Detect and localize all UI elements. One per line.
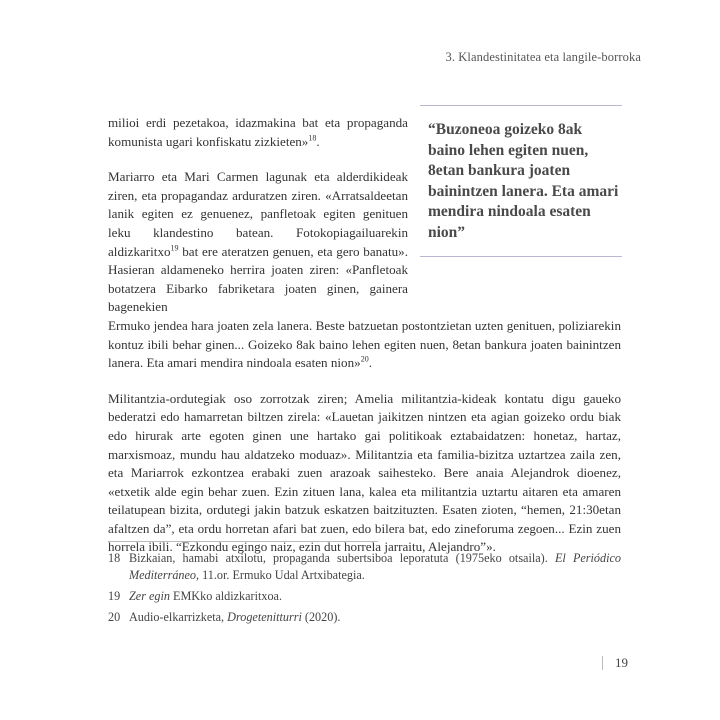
footnote-text-pre: Audio-elkarrizketa, [129,610,228,624]
footnote-number: 19 [108,589,121,603]
footnote-source-title: Zer egin [129,589,170,603]
footnote-text-post: (2020). [301,610,341,624]
footnote-19 [108,588,621,605]
footnotes [108,550,621,630]
paragraph-2-text-a: Mariarro eta Mari Carmen lagunak eta alderdikideak ziren, eta propagandaz arduratzen ziren. «Arratsaldeetan lanik egiten ez genuenez, panfletoak egiten genituen leku klandestino batean. Fotokopiagailuarekin aldizkaritxo [108,169,408,259]
paragraph-3: Militantzia-ordutegiak oso zorrotzak ziren; Amelia militantzia-kideak kontatu digu gaueko bederatzi edo hamarretan biltzen zirela: «Lauetan jaikitzen nintzen eta agian goizeko ordu biak edo hirurak arte egoten ginen une hartako gai politikoak eztabaidatzen: honetaz, hartaz, marxismoaz, mundu hau aldatzeko moduaz». Militantzia eta familia-bizitza uztartzea zaila zen, eta Mariarrok ezkontzea erabaki zuen arazoak saihesteko. Bere anaia Alejandrok dioenez, «etxetik alde egin behar zuen. Ezin zituen lana, kalea eta militantzia uztartu aitaren eta amaren teilatupean bizita, ordutegi jakin batzuk eskatzen baitzituzten. Esaten zioten, “hemen, 21:30etan afaltzen da”, eta ordu horretan afari bat zuen, edo bilera bat, edo zineforuma zegoen... Ezin zuen horrela ibili. “Ezkondu egingo naiz, ezin dut horrela jarraitu, Alejandro”». [108,390,621,555]
footnote-18 [108,550,621,584]
footnote-divider [108,541,378,542]
footnote-text [129,609,621,626]
folio-divider [602,656,603,670]
footnote-number: 18 [108,551,121,565]
paragraph-1-end: . [316,133,320,149]
paragraph-2-end: . [368,355,372,371]
page-folio [602,655,628,671]
footnote-20 [108,609,621,626]
footnote-text [129,588,621,605]
pull-quote-text: “Buzoneoa goizeko 8ak baino lehen egiten nuen, 8etan bankura joaten bainintzen lanera. Eta amari mendira nindoala esaten nion” [428,121,619,241]
paragraph-2-narrow [108,168,408,317]
footnote-ref-19[interactable]: 19 [170,243,179,253]
footnote-source-title: Drogetenitturri [227,610,302,624]
footnote-ref-18[interactable]: 18 [308,133,317,143]
paragraph-1 [108,114,408,151]
paragraph-2-text-c: Ermuko jendea hara joaten zela lanera. Beste batzuetan postontzietan uzten genituen, poliziarekin kontuz ibili behar ginen... Goizeko 8ak baino lehen egiten nuen, 8etan bankura joaten bainintzen lanera. Eta amari mendira nindoala esaten nion» [108,317,621,371]
paragraph-1-text: milioi erdi pezetakoa, idazmakina bat eta propaganda komunista ugari konfiskatu zizkieten» [108,115,408,149]
footnote-text [129,550,621,584]
footnote-text-pre: Bizkaian, hamabi atxilotu, propaganda subertsiboa leporatuta (1975eko otsaila). [129,551,555,565]
paragraph-2-text-b: bat ere ateratzen genuen, eta gero banatu». Hasieran aldameneko herrira joaten ziren: «Panfletoak botatzera Eibarko fabriketara joaten ginen, gainera bagenekien [108,243,408,315]
page-body [108,114,621,557]
page-number: 19 [615,655,628,670]
footnote-ref-20[interactable]: 20 [360,354,369,364]
pull-quote [420,105,622,257]
running-header-title: 3. Klandestinitatea eta langile-borroka [445,50,641,64]
footnote-text-post: EMKko aldizkaritxoa. [169,589,282,603]
footnote-text-post: , 11.or. Ermuko Udal Artxibategia. [196,568,365,582]
footnote-source-title: El Periódico Mediterráneo [129,551,621,582]
footnote-number: 20 [108,610,121,624]
